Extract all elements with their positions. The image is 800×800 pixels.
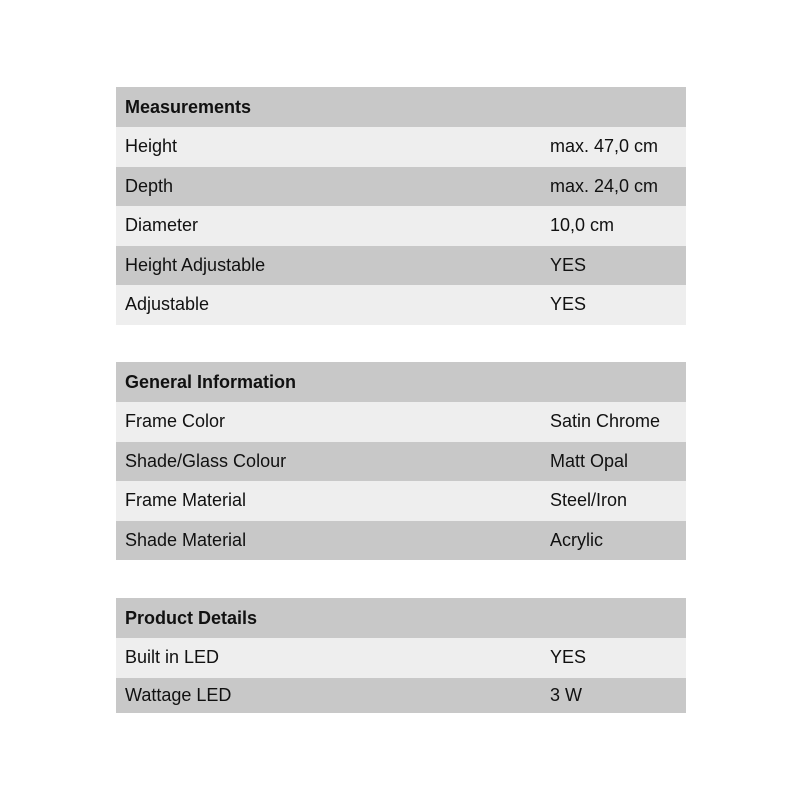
table-row	[116, 246, 686, 286]
row-label: Shade/Glass Colour	[116, 442, 550, 482]
general-information-table	[116, 362, 686, 560]
table-row	[116, 402, 686, 442]
row-value: Acrylic	[550, 521, 686, 561]
section-title: Product Details	[116, 598, 686, 638]
row-label: Depth	[116, 167, 550, 207]
row-label: Height	[116, 127, 550, 167]
table-row	[116, 167, 686, 207]
row-value: YES	[550, 246, 686, 286]
table-row	[116, 127, 686, 167]
row-value: max. 47,0 cm	[550, 127, 686, 167]
measurements-table	[116, 87, 686, 325]
table-row	[116, 481, 686, 521]
row-value: max. 24,0 cm	[550, 167, 686, 207]
section-title: Measurements	[116, 87, 686, 127]
section-header	[116, 598, 686, 638]
section-title: General Information	[116, 362, 686, 402]
section-header	[116, 362, 686, 402]
table-row	[116, 442, 686, 482]
product-details-table	[116, 598, 686, 713]
row-label: Frame Material	[116, 481, 550, 521]
table-row	[116, 678, 686, 713]
row-value: Satin Chrome	[550, 402, 686, 442]
row-label: Frame Color	[116, 402, 550, 442]
section-header	[116, 87, 686, 127]
table-row	[116, 521, 686, 561]
row-value: 10,0 cm	[550, 206, 686, 246]
table-row	[116, 206, 686, 246]
row-value: 3 W	[550, 678, 686, 713]
row-label: Wattage LED	[116, 678, 550, 713]
row-value: YES	[550, 285, 686, 325]
table-row	[116, 638, 686, 678]
row-value: Matt Opal	[550, 442, 686, 482]
row-label: Height Adjustable	[116, 246, 550, 286]
row-value: Steel/Iron	[550, 481, 686, 521]
row-label: Diameter	[116, 206, 550, 246]
row-label: Adjustable	[116, 285, 550, 325]
row-value: YES	[550, 638, 686, 678]
table-row	[116, 285, 686, 325]
row-label: Built in LED	[116, 638, 550, 678]
row-label: Shade Material	[116, 521, 550, 561]
